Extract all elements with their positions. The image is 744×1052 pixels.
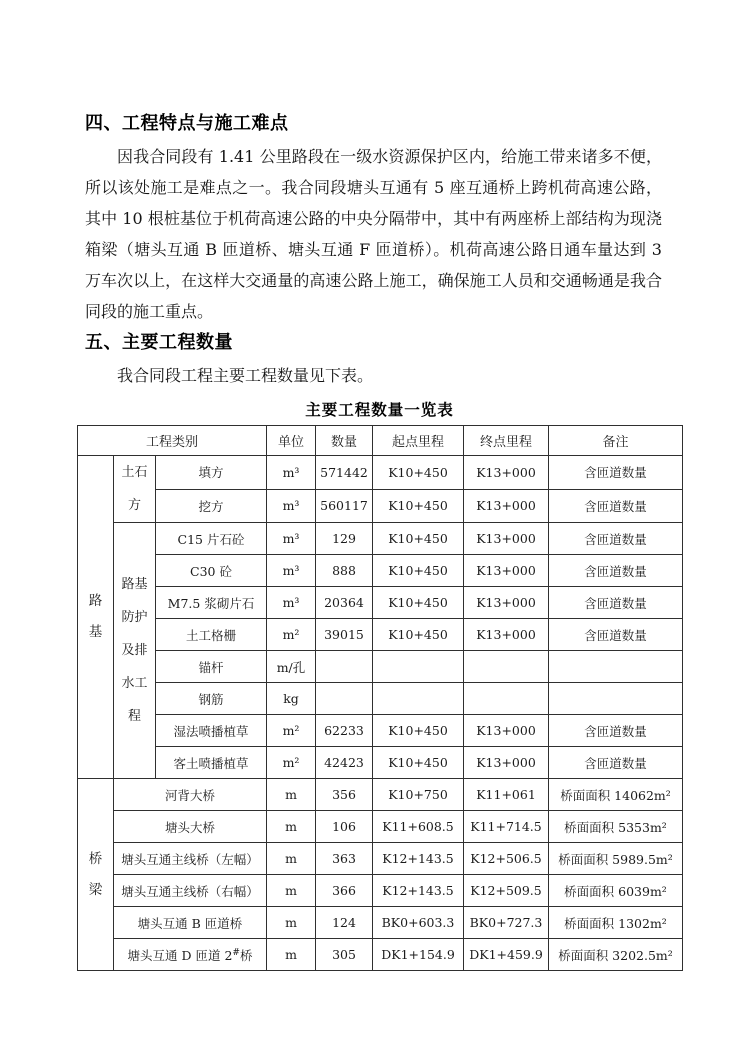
subgroup-label-cell: 土石方 <box>114 456 156 523</box>
item-name-cell: 湿法喷播植草 <box>156 715 267 747</box>
unit-cell: m <box>267 811 316 843</box>
table-row <box>78 587 683 619</box>
unit-cell: kg <box>267 683 316 715</box>
quantity-table-body <box>78 456 683 971</box>
remark-cell <box>549 651 683 683</box>
unit-cell: m³ <box>267 456 316 490</box>
quantity-cell: 356 <box>316 779 373 811</box>
remark-cell: 含匝道数量 <box>549 747 683 779</box>
remark-cell: 含匝道数量 <box>549 489 683 523</box>
unit-cell: m <box>267 843 316 875</box>
start-station-cell: K10+450 <box>373 747 464 779</box>
remark-cell: 桥面面积 5353m² <box>549 811 683 843</box>
col-header-remark: 备注 <box>549 426 683 456</box>
col-header-category: 工程类别 <box>78 426 267 456</box>
item-name-cell: 客土喷播植草 <box>156 747 267 779</box>
start-station-cell: K11+608.5 <box>373 811 464 843</box>
quantity-table <box>77 425 683 971</box>
unit-cell: m <box>267 779 316 811</box>
section-heading-4: 四、工程特点与施工难点 <box>85 113 289 134</box>
end-station-cell: K13+000 <box>464 555 549 587</box>
start-station-cell: K10+450 <box>373 456 464 490</box>
unit-cell: m³ <box>267 587 316 619</box>
unit-cell: m/孔 <box>267 651 316 683</box>
quantity-cell: 366 <box>316 875 373 907</box>
remark-cell: 含匝道数量 <box>549 523 683 555</box>
remark-cell: 含匝道数量 <box>549 619 683 651</box>
end-station-cell: K13+000 <box>464 715 549 747</box>
table-row <box>78 715 683 747</box>
item-name-cell: 塘头互通主线桥（右幅） <box>114 875 267 907</box>
end-station-cell: K13+000 <box>464 489 549 523</box>
item-name-cell: 塘头互通 B 匝道桥 <box>114 907 267 939</box>
section-4-paragraph: 因我合同段有 1.41 公里路段在一级水资源保护区内，给施工带来诸多不便，所以该处施工是难点之一。我合同段塘头互通有 5 座互通桥上跨机荷高速公路，其中 10 根桩基位于机荷高速公路的中央分隔带中，其中有两座桥上部结构为现浇箱梁（塘头互通 B 匝道桥、塘头互通 F 匝道桥）。机荷高速公路日通车量达到 3 万车次以上，在这样大交通量的高速公路上施工，确保施工人员和交通畅通是我合同段的施工重点。 <box>85 147 662 321</box>
start-station-cell <box>373 683 464 715</box>
start-station-cell: K10+450 <box>373 619 464 651</box>
table-row <box>78 683 683 715</box>
col-header-start-station: 起点里程 <box>373 426 464 456</box>
table-row <box>78 651 683 683</box>
unit-cell: m² <box>267 715 316 747</box>
quantity-cell: 129 <box>316 523 373 555</box>
end-station-cell: K13+000 <box>464 456 549 490</box>
end-station-cell <box>464 683 549 715</box>
end-station-cell: K11+714.5 <box>464 811 549 843</box>
remark-cell: 桥面面积 14062m² <box>549 779 683 811</box>
start-station-cell: BK0+603.3 <box>373 907 464 939</box>
table-row <box>78 555 683 587</box>
table-row <box>78 456 683 490</box>
item-name-cell: C15 片石砼 <box>156 523 267 555</box>
unit-cell: m² <box>267 619 316 651</box>
item-name-cell: 河背大桥 <box>114 779 267 811</box>
unit-cell: m² <box>267 747 316 779</box>
item-name-cell: 挖方 <box>156 489 267 523</box>
unit-cell: m <box>267 939 316 971</box>
start-station-cell: K10+450 <box>373 523 464 555</box>
unit-cell: m³ <box>267 523 316 555</box>
item-name-cell: M7.5 浆砌片石 <box>156 587 267 619</box>
end-station-cell <box>464 651 549 683</box>
quantity-cell: 571442 <box>316 456 373 490</box>
quantity-cell: 106 <box>316 811 373 843</box>
start-station-cell: K12+143.5 <box>373 875 464 907</box>
remark-cell: 桥面面积 5989.5m² <box>549 843 683 875</box>
start-station-cell: K12+143.5 <box>373 843 464 875</box>
item-name-cell: 填方 <box>156 456 267 490</box>
remark-cell: 含匝道数量 <box>549 555 683 587</box>
vertical-label: 路 基 <box>88 593 103 640</box>
remark-cell: 桥面面积 3202.5m² <box>549 939 683 971</box>
item-name-cell: 钢筋 <box>156 683 267 715</box>
start-station-cell: K10+450 <box>373 489 464 523</box>
table-row <box>78 907 683 939</box>
remark-cell: 含匝道数量 <box>549 456 683 490</box>
unit-cell: m³ <box>267 489 316 523</box>
table-row <box>78 489 683 523</box>
col-header-unit: 单位 <box>267 426 316 456</box>
unit-cell: m³ <box>267 555 316 587</box>
start-station-cell: K10+450 <box>373 715 464 747</box>
quantity-cell: 20364 <box>316 587 373 619</box>
group-label-cell <box>78 456 114 779</box>
remark-cell <box>549 683 683 715</box>
quantity-cell: 39015 <box>316 619 373 651</box>
col-header-end-station: 终点里程 <box>464 426 549 456</box>
quantity-cell: 124 <box>316 907 373 939</box>
end-station-cell: K13+000 <box>464 523 549 555</box>
remark-cell: 桥面面积 6039m² <box>549 875 683 907</box>
start-station-cell: K10+450 <box>373 587 464 619</box>
table-row <box>78 747 683 779</box>
item-name-cell: 土工格栅 <box>156 619 267 651</box>
group-label-cell <box>78 779 114 971</box>
start-station-cell: K10+450 <box>373 555 464 587</box>
section-5-paragraph: 我合同段工程主要工程数量见下表。 <box>117 366 374 385</box>
end-station-cell: K12+506.5 <box>464 843 549 875</box>
quantity-cell: 62233 <box>316 715 373 747</box>
item-name-cell: 锚杆 <box>156 651 267 683</box>
table-row <box>78 779 683 811</box>
remark-cell: 含匝道数量 <box>549 715 683 747</box>
quantity-cell: 305 <box>316 939 373 971</box>
quantity-cell: 888 <box>316 555 373 587</box>
vertical-label: 桥 梁 <box>88 850 103 898</box>
subgroup-label-cell: 路基防护及排水工程 <box>114 523 156 779</box>
remark-cell: 桥面面积 1302m² <box>549 907 683 939</box>
unit-cell: m <box>267 907 316 939</box>
end-station-cell: DK1+459.9 <box>464 939 549 971</box>
quantity-cell <box>316 651 373 683</box>
col-header-quantity: 数量 <box>316 426 373 456</box>
end-station-cell: K13+000 <box>464 587 549 619</box>
end-station-cell: K13+000 <box>464 747 549 779</box>
table-title: 主要工程数量一览表 <box>305 400 454 419</box>
item-name-cell: 塘头互通主线桥（左幅） <box>114 843 267 875</box>
table-row <box>78 523 683 555</box>
end-station-cell: K11+061 <box>464 779 549 811</box>
start-station-cell: DK1+154.9 <box>373 939 464 971</box>
quantity-cell <box>316 683 373 715</box>
table-row <box>78 875 683 907</box>
table-row <box>78 619 683 651</box>
start-station-cell <box>373 651 464 683</box>
section-heading-5: 五、主要工程数量 <box>85 332 233 353</box>
item-name-cell: 塘头大桥 <box>114 811 267 843</box>
item-name-cell: 塘头互通 D 匝道 2#桥 <box>114 939 267 971</box>
table-header-row <box>78 426 683 456</box>
quantity-cell: 42423 <box>316 747 373 779</box>
document-content <box>85 112 673 971</box>
end-station-cell: K13+000 <box>464 619 549 651</box>
end-station-cell: BK0+727.3 <box>464 907 549 939</box>
table-row <box>78 811 683 843</box>
end-station-cell: K12+509.5 <box>464 875 549 907</box>
remark-cell: 含匝道数量 <box>549 587 683 619</box>
item-name-cell: C30 砼 <box>156 555 267 587</box>
quantity-cell: 560117 <box>316 489 373 523</box>
quantity-cell: 363 <box>316 843 373 875</box>
table-row <box>78 843 683 875</box>
unit-cell: m <box>267 875 316 907</box>
table-row <box>78 939 683 971</box>
start-station-cell: K10+750 <box>373 779 464 811</box>
